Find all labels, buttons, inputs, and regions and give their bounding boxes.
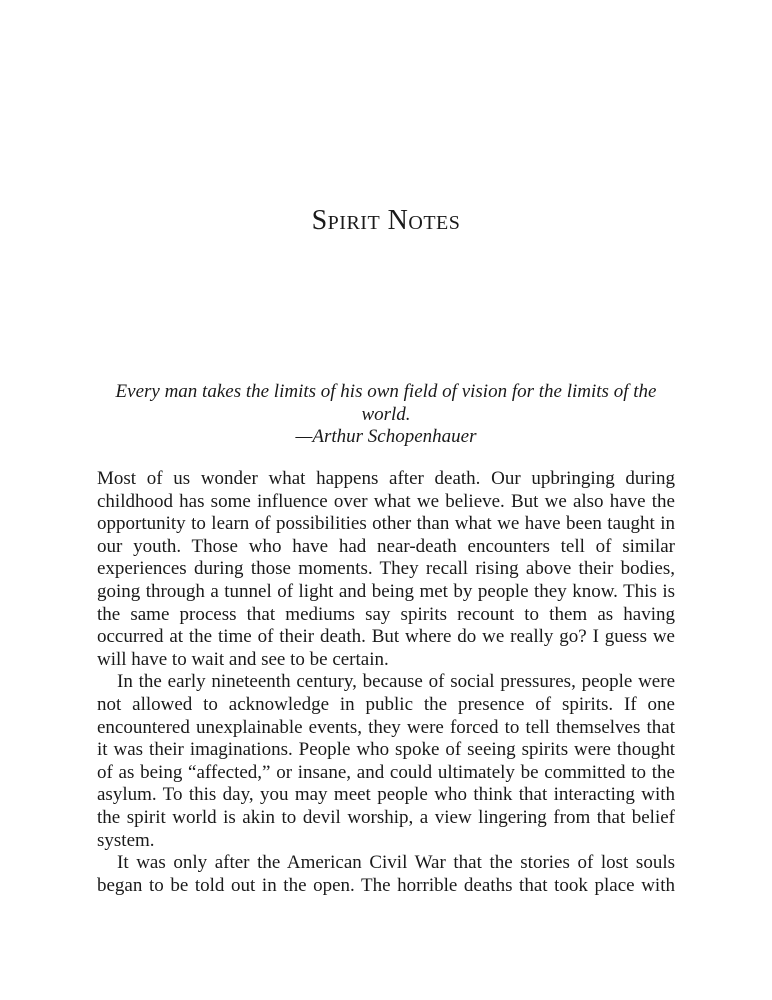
paragraph-1: Most of us wonder what happens after death. Our upbringing during childhood has some influence over what we believe. But we also have the opportunity to learn of possibilities other than what we have been taught in our youth. Those who have had near-death encounters tell of similar experiences during those moments. They recall rising above their bodies, going through a tunnel of light and being met by people they know. This is the same process that mediums say spirits recount to them as having occurred at the time of their death. But where do we really go? I guess we will have to wait and see to be certain. [97, 468, 675, 670]
epigraph-quote: Every man takes the limits of his own field of vision for the limits of the world. [115, 381, 657, 425]
epigraph [110, 381, 662, 449]
epigraph-attribution: —Arthur Schopenhauer [295, 426, 477, 447]
paragraph-3: It was only after the American Civil War that the stories of lost souls began to be told out in the open. The horrible deaths that took place with [97, 852, 675, 896]
body-text [97, 468, 675, 897]
chapter-title: Spirit Notes [311, 205, 461, 236]
paragraph-2: In the early nineteenth century, because of social pressures, people were not allowed to acknowledge in public the presence of spirits. If one encountered unexplainable events, they were forced to tell themselves that it was their imaginations. People who spoke of seeing spirits were thought of as being “affected,” or insane, and could ultimately be committed to the asylum. To this day, you may meet people who think that interacting with the spirit world is akin to devil worship, a view lingering from that belief system. [97, 671, 675, 851]
